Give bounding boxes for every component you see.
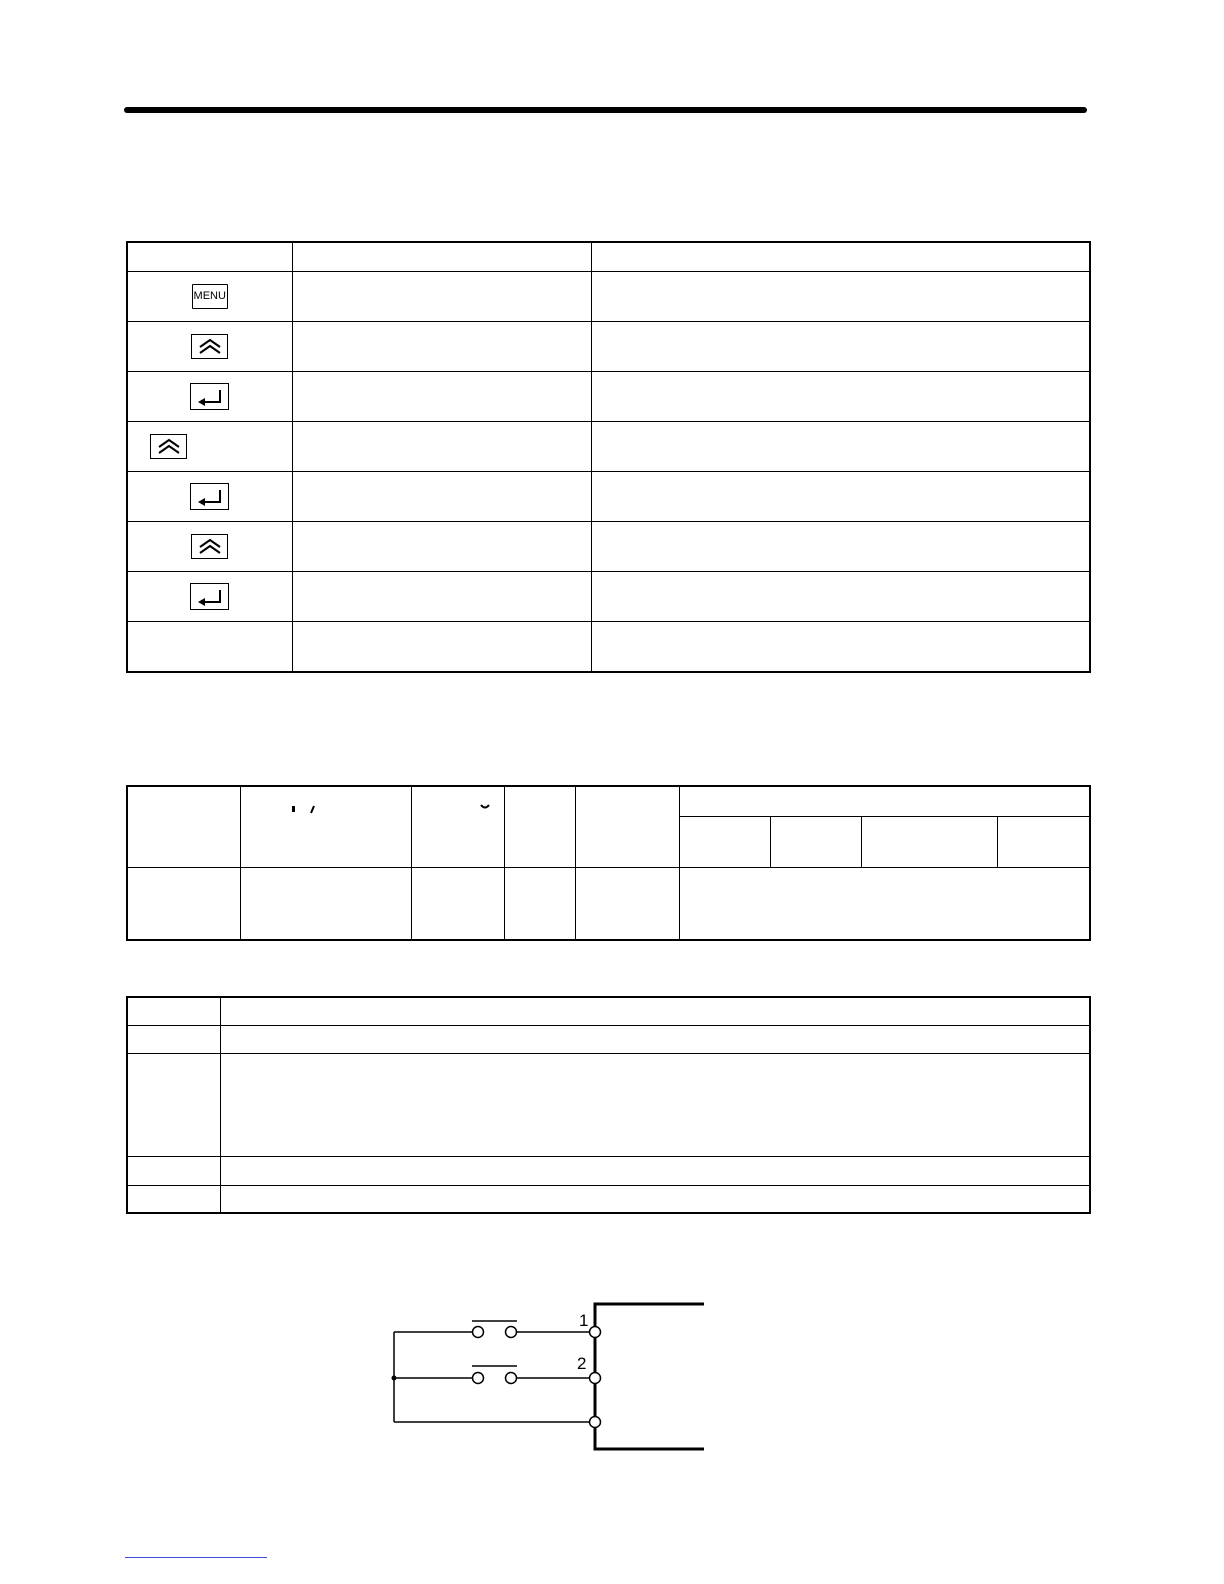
header-cell: [411, 786, 504, 868]
explanation-cell: [591, 422, 1090, 472]
explanation-cell: [591, 322, 1090, 372]
key-operation-table: [126, 241, 1091, 673]
key-cell: [127, 322, 292, 372]
parameter-table: [126, 785, 1091, 941]
table-row: [127, 272, 1090, 322]
cell: [411, 868, 504, 941]
display-cell: [292, 472, 591, 522]
enter-key-icon: [190, 383, 229, 410]
explanation-cell: [591, 372, 1090, 422]
explanation-cell: [591, 622, 1090, 673]
key-cell: [127, 622, 292, 673]
explanation-cell: [591, 572, 1090, 622]
cell: [127, 868, 240, 941]
key-cell: [127, 522, 292, 572]
cell: [220, 1157, 1090, 1186]
subheader-cell: [861, 817, 997, 868]
header-cell: [504, 786, 575, 868]
header-cell: [127, 786, 240, 868]
increment-key-icon: [191, 334, 228, 359]
header-rule: [124, 107, 1087, 113]
wiring-diagram: [380, 1296, 720, 1461]
table-row: [127, 1186, 1090, 1214]
cell: [575, 868, 679, 941]
header-group-cell: [679, 786, 1090, 817]
display-cell: [292, 272, 591, 322]
cell: [240, 868, 411, 941]
cell: [127, 1186, 220, 1214]
table-row: [127, 472, 1090, 522]
cell: [504, 868, 575, 941]
subheader-cell: [997, 817, 1090, 868]
header-cell-key: [127, 242, 292, 272]
table-row: [127, 322, 1090, 372]
explanation-cell: [591, 522, 1090, 572]
subheader-cell: [679, 817, 770, 868]
explanation-cell: [591, 472, 1090, 522]
enter-key-icon: [190, 483, 229, 510]
display-cell: [292, 522, 591, 572]
table-header-row: [127, 786, 1090, 817]
menu-key-label: MENU: [193, 290, 226, 302]
table-header-row: [127, 997, 1090, 1026]
display-cell: [292, 572, 591, 622]
table-row: [127, 1054, 1090, 1157]
cell: [127, 1054, 220, 1157]
cell: [220, 997, 1090, 1026]
table-row: [127, 1157, 1090, 1186]
key-cell: [127, 272, 292, 322]
header-cell-explanation: [591, 242, 1090, 272]
key-cell: [127, 372, 292, 422]
terminal-2-label: 2: [577, 1354, 587, 1373]
terminal-2: [590, 1373, 601, 1384]
cell: [220, 1026, 1090, 1054]
header-cell-display: [292, 242, 591, 272]
cell: [127, 1026, 220, 1054]
cell: [220, 1186, 1090, 1214]
table-row: [127, 522, 1090, 572]
display-cell: [292, 622, 591, 673]
explanation-cell: [591, 272, 1090, 322]
display-cell: [292, 422, 591, 472]
increment-key-icon: [191, 534, 228, 559]
increment-key-icon: [150, 434, 187, 459]
terminal-1-label: 1: [579, 1311, 589, 1330]
terminal-1: [590, 1327, 601, 1338]
table-row: [127, 422, 1090, 472]
cell: [127, 997, 220, 1026]
terminal-3: [590, 1417, 601, 1428]
header-cell: [575, 786, 679, 868]
enter-key-icon: [190, 583, 229, 610]
table-row: [127, 868, 1090, 941]
table-row: [127, 572, 1090, 622]
stray-mark: [290, 804, 330, 816]
menu-key-icon: [192, 284, 228, 309]
table-header-row: [127, 242, 1090, 272]
stray-mark: [479, 802, 491, 812]
table-row: [127, 1026, 1090, 1054]
key-cell: [127, 472, 292, 522]
footer-link-underline: [125, 1557, 267, 1558]
header-cell: [240, 786, 411, 868]
table-row: [127, 622, 1090, 673]
subheader-cell: [770, 817, 861, 868]
cell: [127, 1157, 220, 1186]
key-cell: [127, 572, 292, 622]
cell: [679, 868, 1090, 941]
cell: [220, 1054, 1090, 1157]
display-cell: [292, 372, 591, 422]
setting-values-table: [126, 996, 1091, 1214]
table-row: [127, 372, 1090, 422]
display-cell: [292, 322, 591, 372]
key-cell: [127, 422, 292, 472]
